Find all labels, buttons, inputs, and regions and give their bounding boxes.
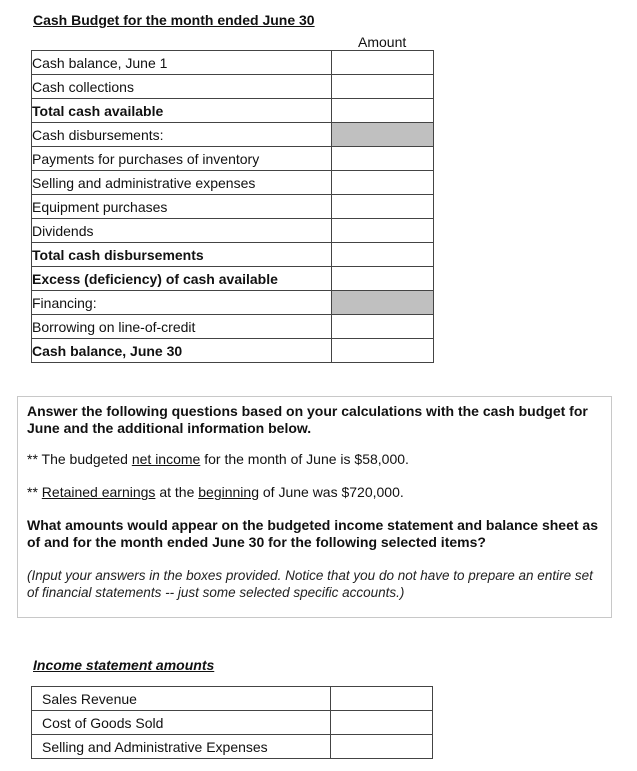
table-row xyxy=(32,123,434,147)
amount-input[interactable] xyxy=(332,268,433,290)
questions-heading: Answer the following questions based on your calculations with the cash budget for June and the additional information below. xyxy=(27,403,588,436)
amount-cell-total-cash-available[interactable] xyxy=(332,99,434,123)
amount-column-header: Amount xyxy=(358,34,407,50)
amount-input[interactable] xyxy=(332,316,433,338)
amount-cell-total-disbursements[interactable] xyxy=(332,243,434,267)
question-prompt: What amounts would appear on the budgeted income statement and balance sheet as of and for the month ended June 30 for the following selected items? xyxy=(27,517,598,550)
amount-cell-cash-balance-june-30[interactable] xyxy=(332,339,434,363)
table-row xyxy=(32,99,434,123)
row-label-payments-inventory: Payments for purchases of inventory xyxy=(32,147,332,171)
table-row xyxy=(32,291,434,315)
questions-box xyxy=(17,396,612,618)
instructions-text: (Input your answers in the boxes provided. Notice that you do not have to prepare an entire set of financial statements -- just some selected specific accounts.) xyxy=(27,568,593,600)
table-row xyxy=(32,267,434,291)
amount-cell-excess-deficiency[interactable] xyxy=(332,267,434,291)
amount-input[interactable] xyxy=(332,172,433,194)
amount-input[interactable] xyxy=(332,100,433,122)
amount-cell-selling-admin-expenses[interactable] xyxy=(331,735,433,759)
row-label-total-disbursements: Total cash disbursements xyxy=(32,243,332,267)
row-label-selling-admin: Selling and administrative expenses xyxy=(32,171,332,195)
row-label-excess-deficiency: Excess (deficiency) of cash available xyxy=(32,267,332,291)
table-row xyxy=(32,315,434,339)
amount-cell-borrowing[interactable] xyxy=(332,315,434,339)
row-label-selling-admin-expenses: Selling and Administrative Expenses xyxy=(32,735,331,759)
amount-input[interactable] xyxy=(332,340,433,362)
beginning-link[interactable]: beginning xyxy=(198,484,259,500)
row-label-cogs: Cost of Goods Sold xyxy=(32,711,331,735)
row-label-cash-disbursements: Cash disbursements: xyxy=(32,123,332,147)
row-label-dividends: Dividends xyxy=(32,219,332,243)
table-row xyxy=(32,219,434,243)
note-text: ** The budgeted xyxy=(27,451,132,467)
amount-input[interactable] xyxy=(331,736,432,758)
row-label-total-cash-available: Total cash available xyxy=(32,99,332,123)
cash-budget-title: Cash Budget for the month ended June 30 xyxy=(33,12,315,28)
amount-input[interactable] xyxy=(332,244,433,266)
note-text: at the xyxy=(155,484,199,500)
row-label-equipment: Equipment purchases xyxy=(32,195,332,219)
amount-input[interactable] xyxy=(332,220,433,242)
shaded-cell xyxy=(332,291,434,315)
amount-cell-equipment[interactable] xyxy=(332,195,434,219)
table-row xyxy=(32,75,434,99)
amount-cell-cogs[interactable] xyxy=(331,711,433,735)
amount-input[interactable] xyxy=(332,76,433,98)
amount-input[interactable] xyxy=(331,688,432,710)
row-label-cash-balance-june-30: Cash balance, June 30 xyxy=(32,339,332,363)
income-statement-title: Income statement amounts xyxy=(33,657,215,673)
retained-earnings-note xyxy=(27,484,601,501)
note-text: ** xyxy=(27,484,42,500)
amount-input[interactable] xyxy=(332,196,433,218)
table-row xyxy=(32,243,434,267)
amount-cell-payments-inventory[interactable] xyxy=(332,147,434,171)
amount-input[interactable] xyxy=(332,52,433,74)
net-income-link[interactable]: net income xyxy=(131,451,201,467)
income-statement-table xyxy=(31,686,433,759)
amount-input[interactable] xyxy=(332,148,433,170)
cash-budget-table xyxy=(31,50,434,363)
shaded-cell xyxy=(332,123,434,147)
row-label-sales-revenue: Sales Revenue xyxy=(32,687,331,711)
table-row xyxy=(32,171,434,195)
net-income-note xyxy=(27,451,601,468)
row-label-borrowing: Borrowing on line-of-credit xyxy=(32,315,332,339)
row-label-cash-collections: Cash collections xyxy=(32,75,332,99)
table-row xyxy=(32,195,434,219)
table-row xyxy=(32,687,433,711)
amount-cell-sales-revenue[interactable] xyxy=(331,687,433,711)
note-text: for the month of June is $58,000. xyxy=(200,451,409,467)
table-row xyxy=(32,711,433,735)
amount-cell-selling-admin[interactable] xyxy=(332,171,434,195)
amount-cell-cash-balance-june-1[interactable] xyxy=(332,51,434,75)
table-row xyxy=(32,51,434,75)
retained-earnings-link[interactable]: Retained earnings xyxy=(41,484,156,500)
amount-cell-cash-collections[interactable] xyxy=(332,75,434,99)
note-text: of June was $720,000. xyxy=(258,484,404,500)
table-row xyxy=(32,147,434,171)
table-row xyxy=(32,339,434,363)
amount-input[interactable] xyxy=(331,712,432,734)
amount-cell-dividends[interactable] xyxy=(332,219,434,243)
table-row xyxy=(32,735,433,759)
row-label-cash-balance-june-1: Cash balance, June 1 xyxy=(32,51,332,75)
row-label-financing: Financing: xyxy=(32,291,332,315)
